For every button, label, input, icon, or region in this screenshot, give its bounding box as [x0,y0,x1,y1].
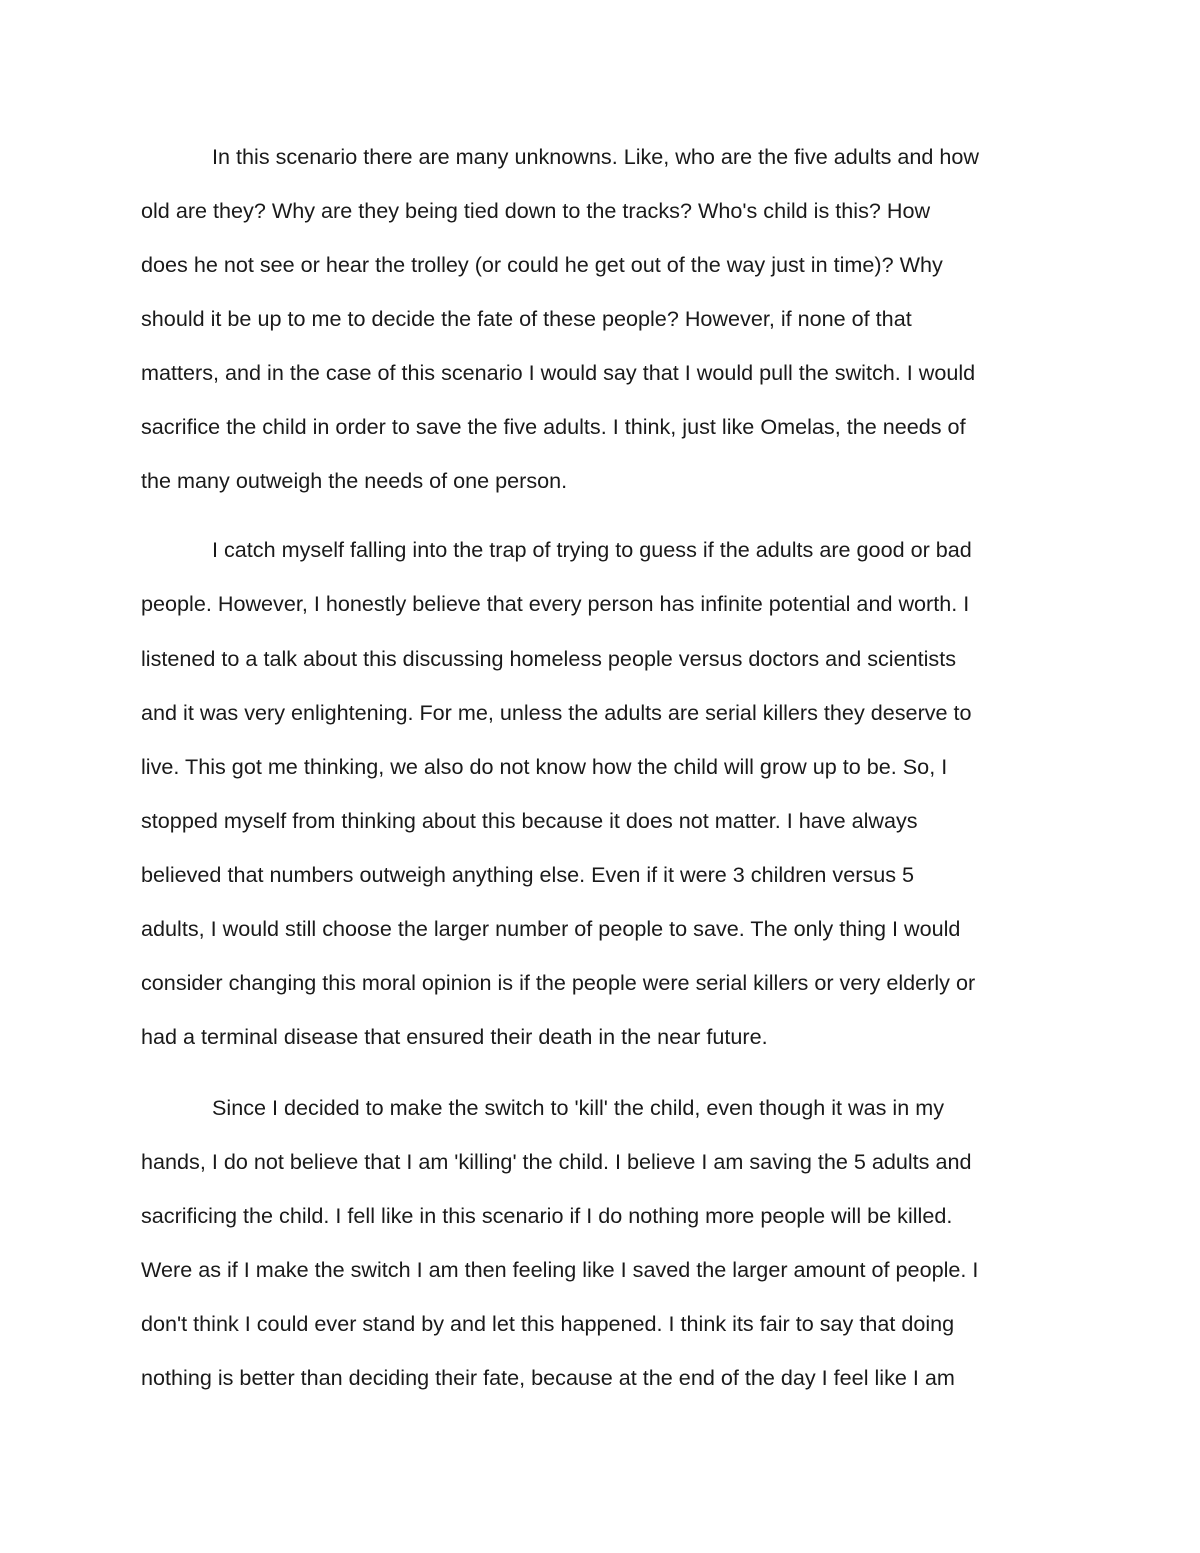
text-line: believed that numbers outweigh anything else. Even if it were 3 children versus 5 [141,862,915,887]
text-line: nothing is better than deciding their fate, because at the end of the day I feel like I am [141,1365,955,1390]
text-line: does he not see or hear the trolley (or could he get out of the way just in time)? Why [141,252,943,277]
text-line: should it be up to me to decide the fate of these people? However, if none of that [141,306,912,331]
text-line: I catch myself falling into the trap of trying to guess if the adults are good or bad [212,537,972,562]
text-line: Since I decided to make the switch to 'kill' the child, even though it was in my [212,1095,945,1120]
text-line: old are they? Why are they being tied down to the tracks? Who's child is this? How [141,198,931,223]
text-line: don't think I could ever stand by and let this happened. I think its fair to say that doing [141,1311,955,1336]
text-line: the many outweigh the needs of one person. [141,468,568,493]
text-line: sacrificing the child. I fell like in this scenario if I do nothing more people will be killed. [141,1203,953,1228]
text-line: adults, I would still choose the larger number of people to save. The only thing I would [141,916,961,941]
text-line: live. This got me thinking, we also do not know how the child will grow up to be. So, I [141,754,948,779]
text-line: stopped myself from thinking about this because it does not matter. I have always [141,808,918,833]
text-line: hands, I do not believe that I am 'killing' the child. I believe I am saving the 5 adults and [141,1149,972,1174]
text-line: In this scenario there are many unknowns. Like, who are the five adults and how [212,144,980,169]
text-line: Were as if I make the switch I am then feeling like I saved the larger amount of people. I [141,1257,979,1282]
text-line: matters, and in the case of this scenario I would say that I would pull the switch. I would [141,360,976,385]
text-line: consider changing this moral opinion is if the people were serial killers or very elderly or [141,970,976,995]
text-line: people. However, I honestly believe that every person has infinite potential and worth. I [141,591,970,616]
text-line: and it was very enlightening. For me, unless the adults are serial killers they deserve to [141,700,972,725]
text-line: sacrifice the child in order to save the five adults. I think, just like Omelas, the needs of [141,414,966,439]
text-line: listened to a talk about this discussing homeless people versus doctors and scientists [141,646,957,671]
text-line: had a terminal disease that ensured their death in the near future. [141,1024,768,1049]
